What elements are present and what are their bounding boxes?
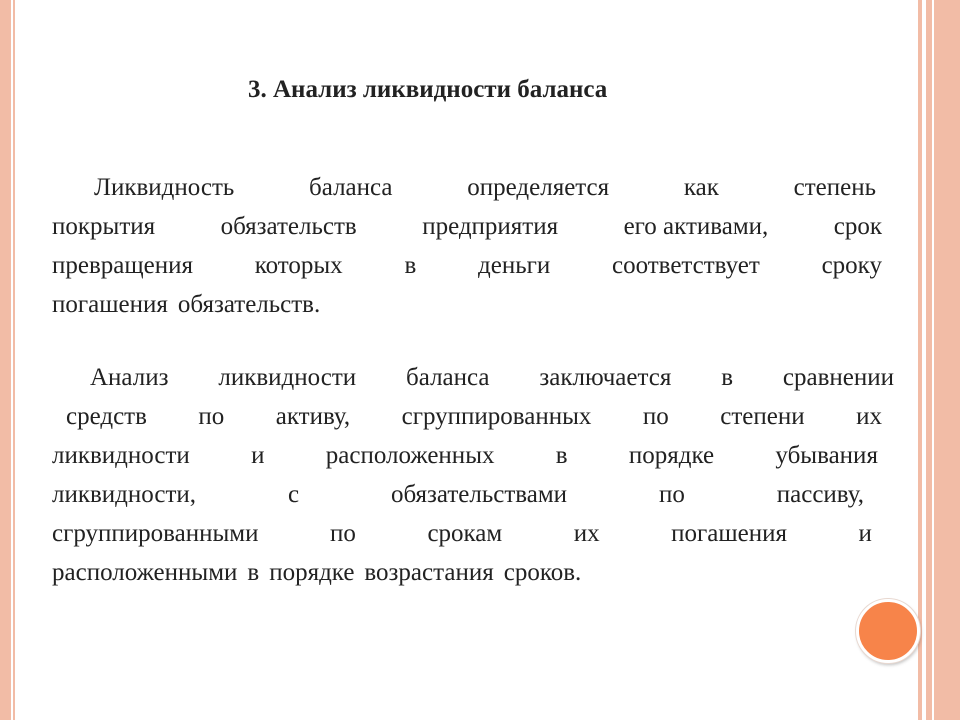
left-border-band (0, 0, 11, 720)
word: сравнении (782, 364, 894, 391)
word: соответствует (611, 252, 760, 279)
word: сгруппированными (52, 520, 259, 547)
paragraph-line (52, 207, 882, 246)
word: срокам (427, 520, 503, 547)
word: ликвидности (218, 364, 357, 391)
word: по (642, 403, 669, 430)
word: в (247, 559, 260, 586)
word: ликвидности, (52, 481, 197, 508)
word: предприятия (422, 213, 559, 240)
word: пассиву, (776, 481, 864, 508)
word: по (198, 403, 225, 430)
word: с (287, 481, 300, 508)
word: расположенных (325, 442, 495, 469)
word: и (251, 442, 265, 469)
paragraph-line (52, 358, 894, 397)
word: в (555, 442, 568, 469)
word: убывания (775, 442, 878, 469)
word: обязательств (220, 213, 357, 240)
word: порядке (269, 559, 355, 586)
word: сгруппированных (401, 403, 592, 430)
word: их (856, 403, 882, 430)
word: сроков. (503, 559, 582, 586)
slide-title: 3. Анализ ликвидности баланса (248, 76, 608, 103)
word: степень (793, 174, 876, 201)
paragraph-line (52, 553, 882, 592)
paragraph-line (52, 246, 882, 285)
word: их (573, 520, 600, 547)
word: активу, (275, 403, 351, 430)
word: погашения (52, 291, 168, 318)
word: его активами, (623, 213, 769, 240)
word: баланса (309, 174, 393, 201)
word: в (404, 252, 417, 279)
word: определяется (467, 174, 610, 201)
word: степени (720, 403, 805, 430)
paragraph-liquidity-analysis (52, 358, 894, 592)
right-border-band (934, 0, 960, 720)
word: по (658, 481, 685, 508)
word: ликвидности (52, 442, 190, 469)
word: покрытия (52, 213, 156, 240)
word: в (721, 364, 734, 391)
paragraph-line (52, 397, 882, 436)
word: Анализ (90, 364, 169, 391)
paragraph-line (52, 285, 882, 324)
word: обязательств. (177, 291, 321, 318)
word: как (683, 174, 719, 201)
paragraph-line (52, 168, 882, 207)
word: деньги (478, 252, 551, 279)
word: по (330, 520, 356, 547)
word: средств (66, 403, 147, 430)
word: превращения (52, 252, 193, 279)
word: расположенными (52, 559, 238, 586)
word: срок (833, 213, 882, 240)
word: порядке (628, 442, 715, 469)
decorative-circle (856, 599, 920, 663)
word: которых (254, 252, 343, 279)
paragraph-line (52, 514, 882, 553)
paragraph-line (52, 436, 882, 475)
word: обязательствами (390, 481, 568, 508)
paragraph-liquidity-definition (52, 168, 882, 324)
paragraph-line (52, 475, 882, 514)
word: Ликвидность (94, 174, 235, 201)
left-border-line (13, 0, 15, 720)
word: возрастания (364, 559, 494, 586)
word: сроку (821, 252, 882, 279)
word: погашения (671, 520, 788, 547)
word: и (858, 520, 872, 547)
word: заключается (539, 364, 672, 391)
word: баланса (406, 364, 490, 391)
